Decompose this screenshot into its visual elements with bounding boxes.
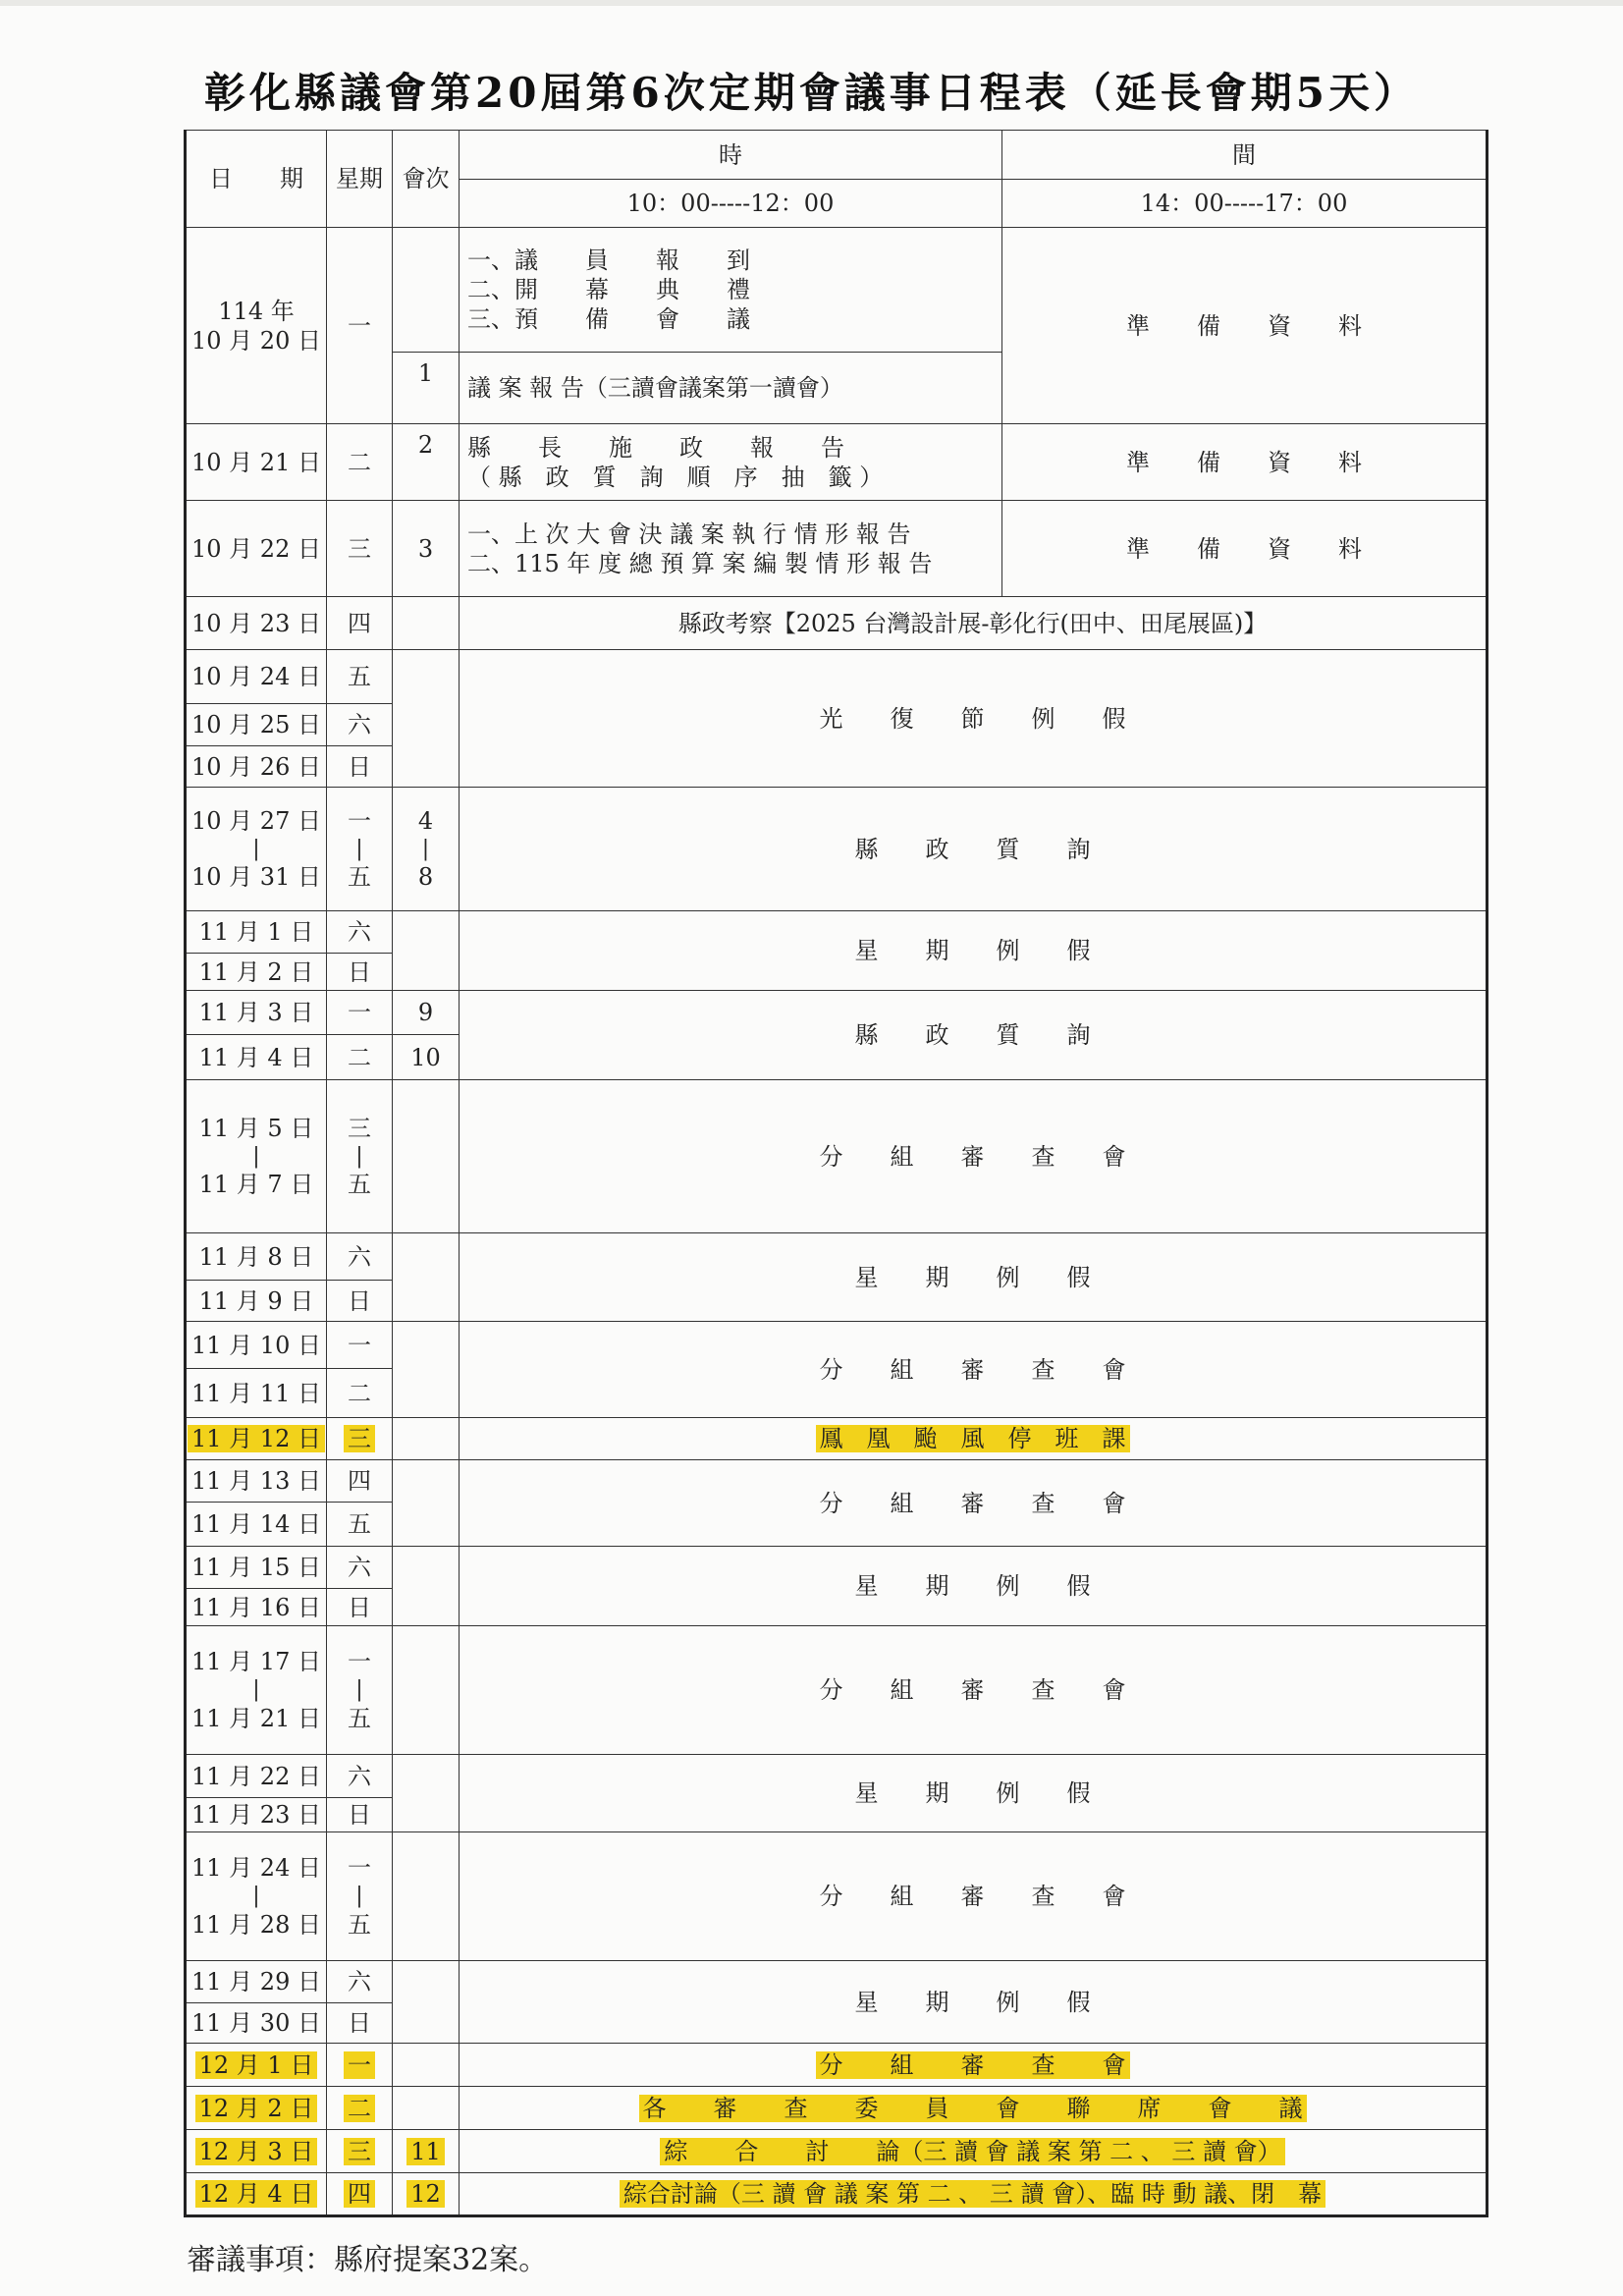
agenda-fullday: 縣 政 質 詢 bbox=[460, 788, 1488, 911]
agenda-fullday: 縣政考察【2025 台灣設計展-彰化行(田中、田尾展區)】 bbox=[460, 597, 1488, 650]
agenda-fullday: 分 組 審 查 會 bbox=[460, 1322, 1488, 1418]
date-cell: 11 月 16 日 bbox=[186, 1589, 327, 1626]
weekday-from: 一 bbox=[348, 806, 371, 835]
agenda-item: 二、115 年 度 總 預 算 案 編 製 情 形 報 告 bbox=[467, 549, 933, 577]
weekday-range-cell bbox=[327, 1080, 393, 1233]
date-cell: 11 月 23 日 bbox=[186, 1798, 327, 1832]
agenda-fullday: 星 期 例 假 bbox=[460, 1233, 1488, 1322]
date-range-cell bbox=[186, 1626, 327, 1755]
highlight: 12 月 2 日 bbox=[195, 2095, 318, 2122]
weekday-range-cell bbox=[327, 1832, 393, 1961]
session-cell: 2 bbox=[393, 424, 460, 501]
agenda-item: （ 縣 政 質 詢 順 序 抽 籤 ） bbox=[467, 463, 884, 491]
session-cell bbox=[393, 1832, 460, 1961]
weekday-cell bbox=[327, 2087, 393, 2130]
session-cell bbox=[393, 1626, 460, 1755]
agenda-fullday: 星 期 例 假 bbox=[460, 1961, 1488, 2044]
date-cell: 11 月 2 日 bbox=[186, 954, 327, 991]
header-weekday: 星期 bbox=[327, 131, 393, 228]
agenda-fullday: 縣 政 質 詢 bbox=[460, 991, 1488, 1080]
range-separator: | bbox=[252, 1884, 260, 1909]
date-cell: 10 月 26 日 bbox=[186, 746, 327, 788]
date-range-cell bbox=[186, 788, 327, 911]
header-session: 會次 bbox=[393, 131, 460, 228]
date-cell: 10 月 22 日 bbox=[186, 501, 327, 597]
session-to: 8 bbox=[417, 863, 434, 892]
weekday-cell bbox=[327, 1418, 393, 1460]
weekday-cell bbox=[327, 2130, 393, 2173]
weekday-cell: 日 bbox=[327, 954, 393, 991]
highlight: 鳳 凰 颱 風 停 班 課 bbox=[816, 1425, 1130, 1452]
weekday-cell: 五 bbox=[327, 1503, 393, 1547]
highlight: 二 bbox=[344, 2095, 375, 2122]
date-cell: 11 月 10 日 bbox=[186, 1322, 327, 1369]
date-cell: 11 月 4 日 bbox=[186, 1035, 327, 1080]
date-cell: 11 月 14 日 bbox=[186, 1503, 327, 1547]
afternoon-agenda: 準 備 資 料 bbox=[1002, 501, 1488, 597]
session-cell: 9 bbox=[393, 991, 460, 1035]
session-from: 4 bbox=[417, 806, 434, 835]
range-separator: | bbox=[355, 836, 363, 861]
afternoon-agenda: 準 備 資 料 bbox=[1002, 228, 1488, 424]
session-cell bbox=[393, 1418, 460, 1460]
header-afternoon: 14：00-----17：00 bbox=[1002, 180, 1488, 228]
range-separator: | bbox=[252, 836, 260, 861]
weekday-cell bbox=[327, 2044, 393, 2087]
session-cell bbox=[393, 1460, 460, 1547]
date-cell: 10 月 24 日 bbox=[186, 650, 327, 704]
date-cell: 11 月 29 日 bbox=[186, 1961, 327, 2003]
header-date: 日 期 bbox=[186, 131, 327, 228]
weekday-to: 五 bbox=[348, 863, 371, 892]
highlight: 綜 合 討 論（三 讀 會 議 案 第 二 、 三 讀 會） bbox=[660, 2138, 1284, 2165]
date-cell: 10 月 23 日 bbox=[186, 597, 327, 650]
weekday-cell: 五 bbox=[327, 650, 393, 704]
weekday-cell: 二 bbox=[327, 1035, 393, 1080]
session-cell bbox=[393, 1080, 460, 1233]
range-separator: | bbox=[355, 1884, 363, 1909]
date-cell: 10 月 25 日 bbox=[186, 704, 327, 746]
header-time-left: 時 bbox=[460, 131, 1002, 180]
date-cell: 10 月 21 日 bbox=[186, 424, 327, 501]
weekday-cell: 六 bbox=[327, 911, 393, 954]
session-cell bbox=[393, 1961, 460, 2044]
date-cell bbox=[186, 2044, 327, 2087]
range-separator: | bbox=[252, 1143, 260, 1169]
afternoon-agenda: 準 備 資 料 bbox=[1002, 424, 1488, 501]
weekday-cell: 一 bbox=[327, 228, 393, 424]
weekday-cell: 一 bbox=[327, 1322, 393, 1369]
date-cell: 11 月 13 日 bbox=[186, 1460, 327, 1503]
date-range-cell bbox=[186, 1080, 327, 1233]
highlight: 三 bbox=[344, 2138, 375, 2165]
range-separator: | bbox=[252, 1677, 260, 1703]
date-range-cell bbox=[186, 1832, 327, 1961]
session-cell bbox=[393, 911, 460, 991]
agenda-fullday: 星 期 例 假 bbox=[460, 1547, 1488, 1626]
weekday-cell: 六 bbox=[327, 1547, 393, 1589]
date-from: 10 月 27 日 bbox=[191, 806, 321, 835]
weekday-cell: 三 bbox=[327, 501, 393, 597]
weekday-cell: 日 bbox=[327, 1798, 393, 1832]
weekday-cell: 日 bbox=[327, 2003, 393, 2044]
highlight: 一 bbox=[344, 2051, 375, 2079]
morning-agenda bbox=[460, 228, 1002, 353]
date-cell bbox=[186, 2173, 327, 2216]
session-cell bbox=[393, 1547, 460, 1626]
top-rule bbox=[0, 0, 1623, 6]
morning-agenda bbox=[460, 424, 1002, 501]
highlight: 11 bbox=[406, 2138, 445, 2165]
weekday-cell: 二 bbox=[327, 1369, 393, 1418]
date-to: 10 月 31 日 bbox=[191, 863, 321, 892]
session-cell bbox=[393, 228, 460, 353]
agenda-item: 三、預 備 會 議 bbox=[467, 305, 750, 333]
date-to: 11 月 7 日 bbox=[198, 1171, 314, 1199]
schedule-table bbox=[184, 130, 1488, 2217]
weekday-cell: 六 bbox=[327, 1755, 393, 1798]
session-cell bbox=[393, 597, 460, 650]
date-to: 11 月 28 日 bbox=[191, 1910, 321, 1939]
agenda-item: 一、上 次 大 會 決 議 案 執 行 情 形 報 告 bbox=[467, 519, 911, 548]
agenda-fullday: 分 組 審 查 會 bbox=[460, 1626, 1488, 1755]
weekday-range-cell bbox=[327, 788, 393, 911]
highlight: 12 月 4 日 bbox=[195, 2180, 318, 2208]
agenda-fullday bbox=[460, 2173, 1488, 2216]
weekday-cell: 日 bbox=[327, 1281, 393, 1322]
date-cell: 11 月 3 日 bbox=[186, 991, 327, 1035]
date-from: 11 月 17 日 bbox=[191, 1648, 321, 1676]
weekday-cell: 六 bbox=[327, 1233, 393, 1281]
weekday-cell: 六 bbox=[327, 704, 393, 746]
agenda-item: 一、議 員 報 到 bbox=[467, 246, 750, 274]
weekday-cell: 日 bbox=[327, 1589, 393, 1626]
header-time-right: 間 bbox=[1002, 131, 1488, 180]
weekday-to: 五 bbox=[348, 1704, 371, 1732]
session-cell bbox=[393, 1322, 460, 1418]
date-cell: 11 月 15 日 bbox=[186, 1547, 327, 1589]
highlight: 12 bbox=[406, 2180, 445, 2208]
agenda-fullday: 星 期 例 假 bbox=[460, 1755, 1488, 1832]
weekday-from: 一 bbox=[348, 1854, 371, 1883]
weekday-cell: 二 bbox=[327, 424, 393, 501]
date-cell bbox=[186, 2130, 327, 2173]
agenda-item: 二、開 幕 典 禮 bbox=[467, 276, 750, 303]
weekday-to: 五 bbox=[348, 1910, 371, 1939]
session-cell: 3 bbox=[393, 501, 460, 597]
highlight: 12 月 1 日 bbox=[195, 2051, 318, 2079]
session-cell bbox=[393, 2087, 460, 2130]
session-range-cell bbox=[393, 788, 460, 911]
session-cell: 10 bbox=[393, 1035, 460, 1080]
session-cell bbox=[393, 1755, 460, 1832]
date-cell: 11 月 9 日 bbox=[186, 1281, 327, 1322]
weekday-cell: 一 bbox=[327, 991, 393, 1035]
highlight: 各 審 查 委 員 會 聯 席 會 議 bbox=[639, 2095, 1307, 2122]
weekday-cell bbox=[327, 2173, 393, 2216]
highlight: 11 月 12 日 bbox=[188, 1425, 325, 1452]
agenda-fullday: 星 期 例 假 bbox=[460, 911, 1488, 991]
date-cell: 11 月 8 日 bbox=[186, 1233, 327, 1281]
highlight: 綜合討論（三 讀 會 議 案 第 二 、 三 讀 會）、臨 時 動 議、閉 幕 bbox=[620, 2180, 1325, 2208]
highlight: 三 bbox=[344, 1425, 375, 1452]
agenda-fullday: 分 組 審 查 會 bbox=[460, 1460, 1488, 1547]
review-note: 審議事項：縣府提案32案。 bbox=[187, 2243, 549, 2277]
agenda-item: 縣 長 施 政 報 告 bbox=[467, 433, 844, 462]
weekday-from: 三 bbox=[348, 1114, 371, 1142]
weekday-from: 一 bbox=[348, 1648, 371, 1676]
session-cell bbox=[393, 2130, 460, 2173]
date-cell: 11 月 1 日 bbox=[186, 911, 327, 954]
range-separator: | bbox=[421, 836, 430, 861]
header-morning: 10：00-----12：00 bbox=[460, 180, 1002, 228]
session-cell bbox=[393, 1233, 460, 1322]
agenda-fullday bbox=[460, 2044, 1488, 2087]
date-cell: 11 月 22 日 bbox=[186, 1755, 327, 1798]
agenda-fullday: 分 組 審 查 會 bbox=[460, 1080, 1488, 1233]
weekday-range-cell bbox=[327, 1626, 393, 1755]
date-year: 114 年 bbox=[218, 297, 295, 325]
session-cell bbox=[393, 650, 460, 788]
session-cell bbox=[393, 2173, 460, 2216]
weekday-to: 五 bbox=[348, 1171, 371, 1199]
weekday-cell: 日 bbox=[327, 746, 393, 788]
date-cell: 11 月 30 日 bbox=[186, 2003, 327, 2044]
session-cell bbox=[393, 2044, 460, 2087]
date-from: 11 月 24 日 bbox=[191, 1854, 321, 1883]
weekday-cell: 四 bbox=[327, 597, 393, 650]
date-from: 11 月 5 日 bbox=[198, 1114, 314, 1142]
page-title: 彰化縣議會第20屆第6次定期會議事日程表（延長會期5天） bbox=[204, 69, 1419, 117]
agenda-fullday bbox=[460, 2130, 1488, 2173]
weekday-cell: 四 bbox=[327, 1460, 393, 1503]
agenda-fullday: 分 組 審 查 會 bbox=[460, 1832, 1488, 1961]
morning-agenda: 議 案 報 告（三讀會議案第一讀會） bbox=[460, 353, 1002, 424]
date-cell bbox=[186, 2087, 327, 2130]
agenda-fullday bbox=[460, 1418, 1488, 1460]
highlight: 12 月 3 日 bbox=[195, 2138, 318, 2165]
range-separator: | bbox=[355, 1143, 363, 1169]
weekday-cell: 六 bbox=[327, 1961, 393, 2003]
highlight: 四 bbox=[344, 2180, 375, 2208]
date-cell bbox=[186, 228, 327, 424]
morning-agenda bbox=[460, 501, 1002, 597]
range-separator: | bbox=[355, 1677, 363, 1703]
session-cell: 1 bbox=[393, 353, 460, 424]
highlight: 分 組 審 查 會 bbox=[816, 2051, 1130, 2079]
date-to: 11 月 21 日 bbox=[191, 1704, 321, 1732]
date-cell bbox=[186, 1418, 327, 1460]
agenda-fullday: 光 復 節 例 假 bbox=[460, 650, 1488, 788]
date-day: 10 月 20 日 bbox=[191, 326, 321, 355]
agenda-fullday bbox=[460, 2087, 1488, 2130]
date-cell: 11 月 11 日 bbox=[186, 1369, 327, 1418]
